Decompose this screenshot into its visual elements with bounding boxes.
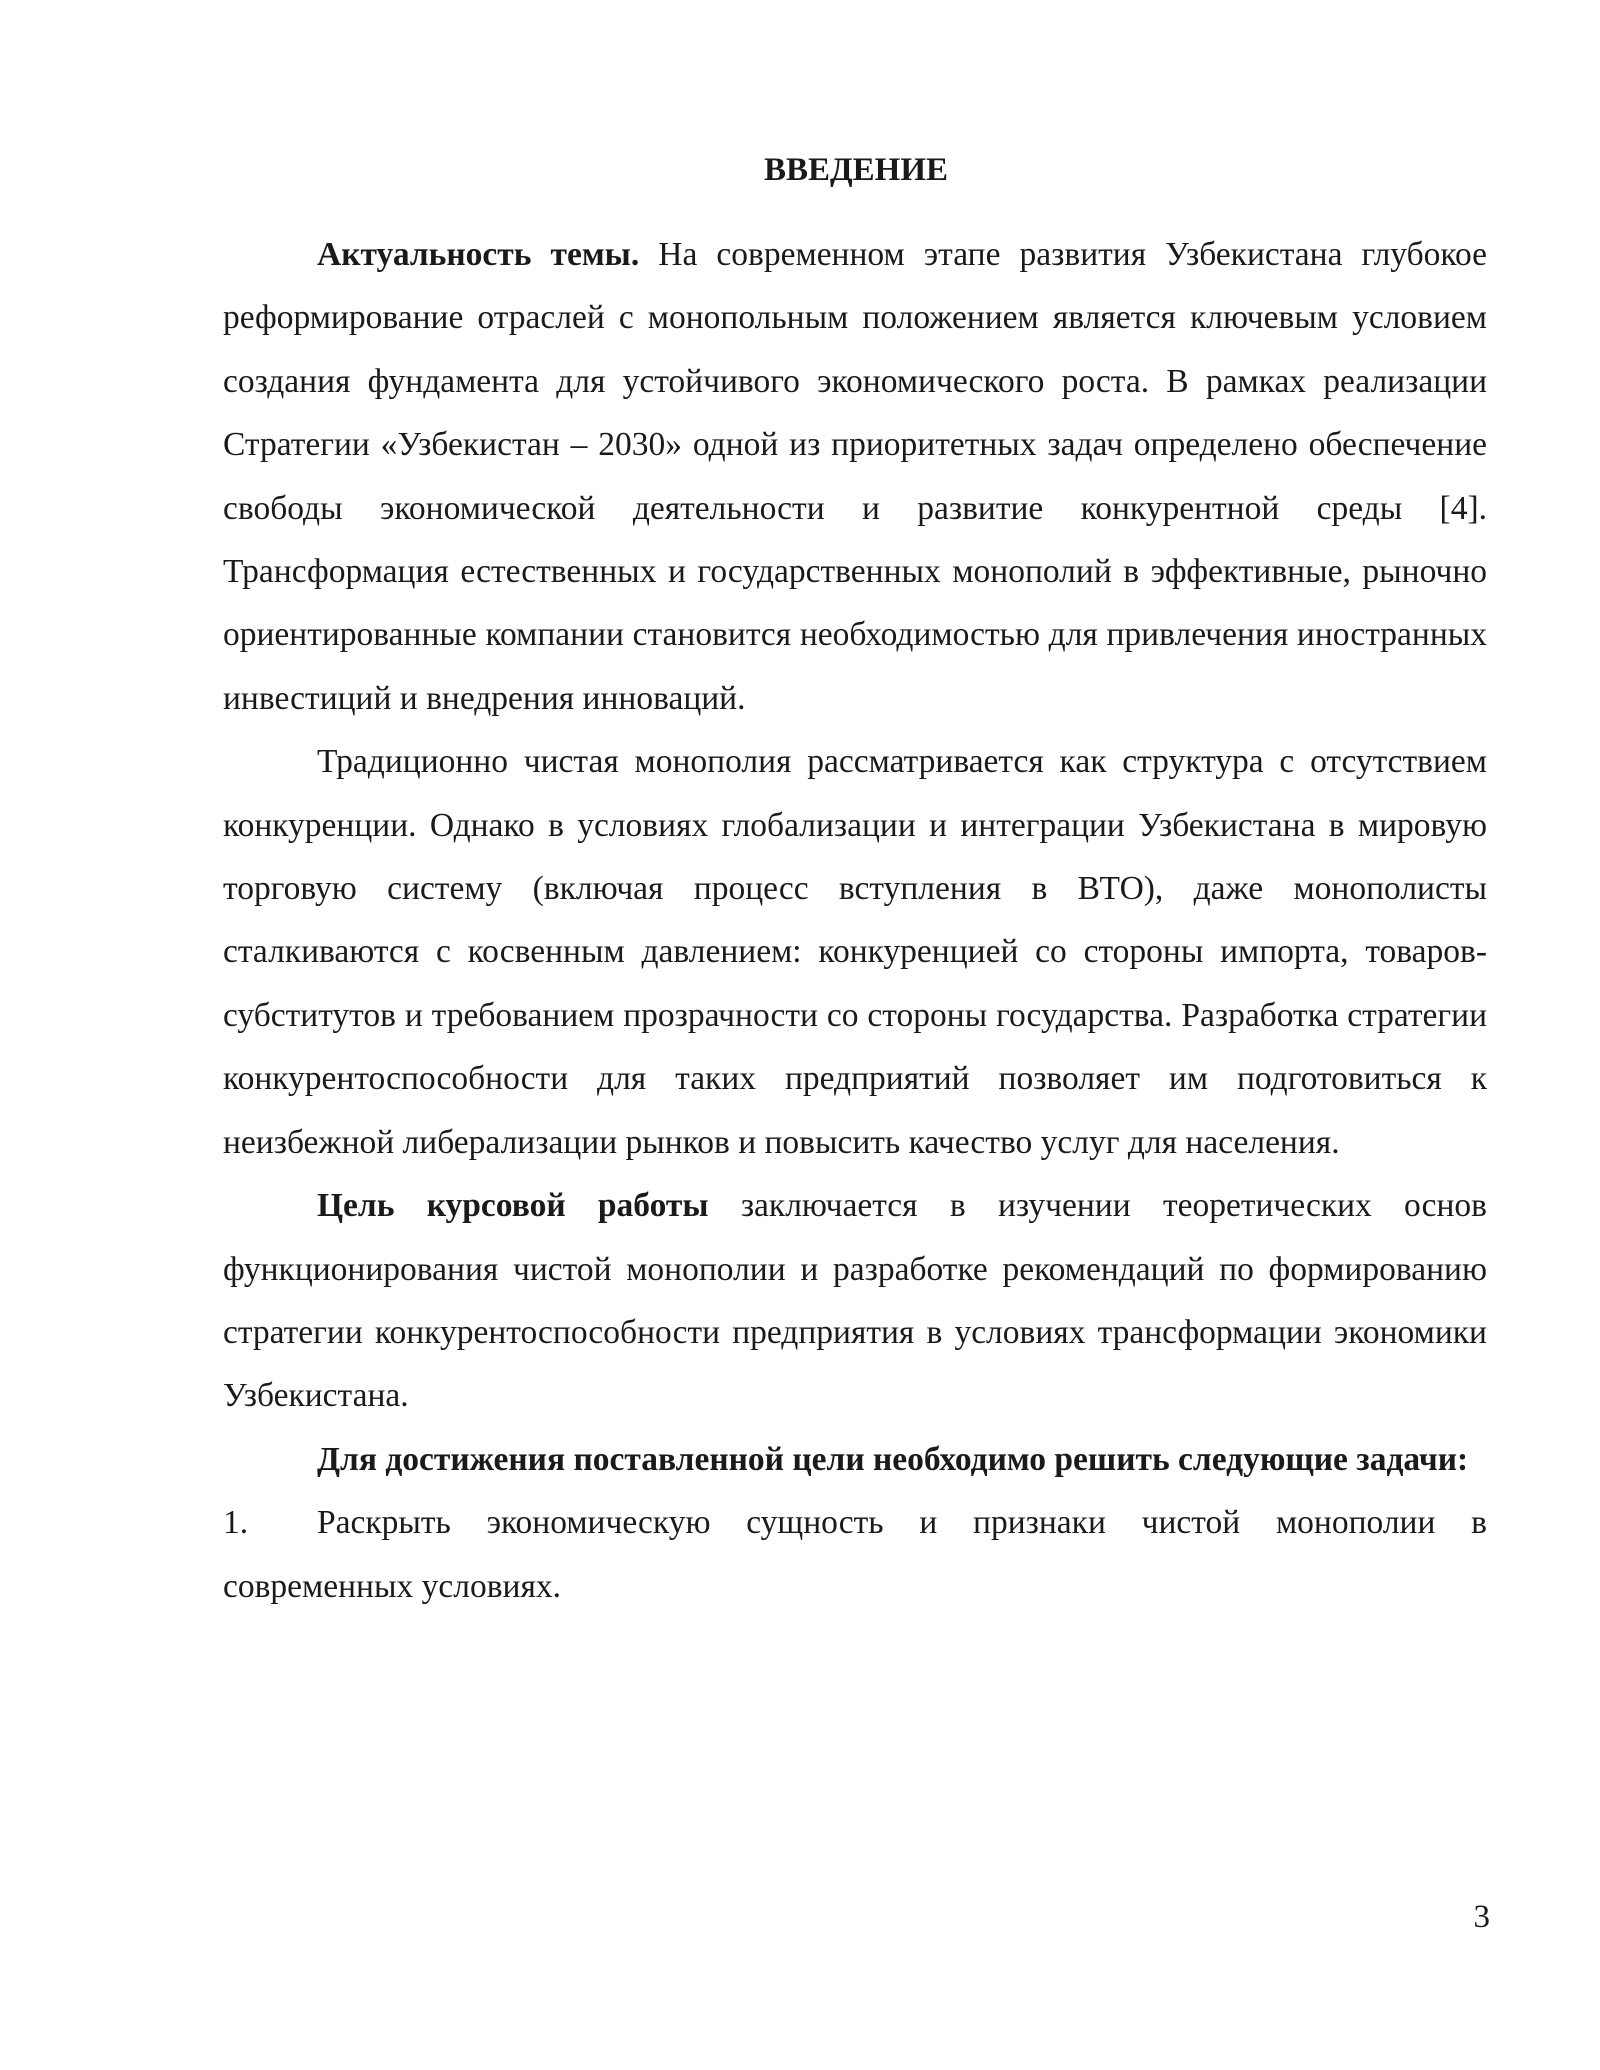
task-number: 1. (223, 1504, 249, 1542)
paragraph-text: На современном этапе развития Узбекистана глубокое реформирование отраслей с монопольным положением является ключевым условием создания фундамента для устойчивого экономического роста. В рамках реализации Стратегии «Узбекистан – 2030» одной из приоритетных задач определено обеспечение свободы экономической деятельности и развитие конкурентной среды [4]. Трансформация естественных и государственных монополий в эффективные, рыночно ориентированные компании становится необходимостью для привлечения иностранных инвестиций и внедрения инноваций. (223, 236, 1487, 717)
task-text: Раскрыть экономическую сущность и признаки чистой монополии в современных условиях. (223, 1504, 1487, 1605)
paragraph-relevance (223, 223, 1487, 730)
paragraph-lead: Для достижения поставленной цели необходимо решить следующие задачи: (317, 1440, 1469, 1478)
paragraph-monopoly (223, 730, 1487, 1174)
document-body (223, 223, 1487, 1618)
paragraph-text: Традиционно чистая монополия рассматривается как структура с отсутствием конкуренции. Однако в условиях глобализации и интеграции Узбекистана в мировую торговую систему (включая процесс вступления в ВТО), даже монополисты сталкиваются с косвенным давлением: конкуренцией со стороны импорта, товаров-субститутов и требованием прозрачности со стороны государства. Разработка стратегии конкурентоспособности для таких предприятий позволяет им подготовиться к неизбежной либерализации рынков и повысить качество услуг для населения. (223, 743, 1487, 1161)
paragraph-tasks-intro (223, 1428, 1487, 1491)
paragraph-lead: Актуальность темы. (317, 236, 640, 273)
paragraph-goal (223, 1174, 1487, 1428)
paragraph-lead: Цель курсовой работы (317, 1187, 709, 1225)
page-number: 3 (1473, 1899, 1490, 1935)
task-item (223, 1491, 1487, 1618)
page-title: ВВЕДЕНИЕ (763, 152, 949, 188)
paragraph-text: заключается в изучении теоретических основ функционирования чистой монополии и разработке рекомендаций по формированию стратегии конкурентоспособности предприятия в условиях трансформации экономики Узбекистана. (223, 1187, 1487, 1415)
